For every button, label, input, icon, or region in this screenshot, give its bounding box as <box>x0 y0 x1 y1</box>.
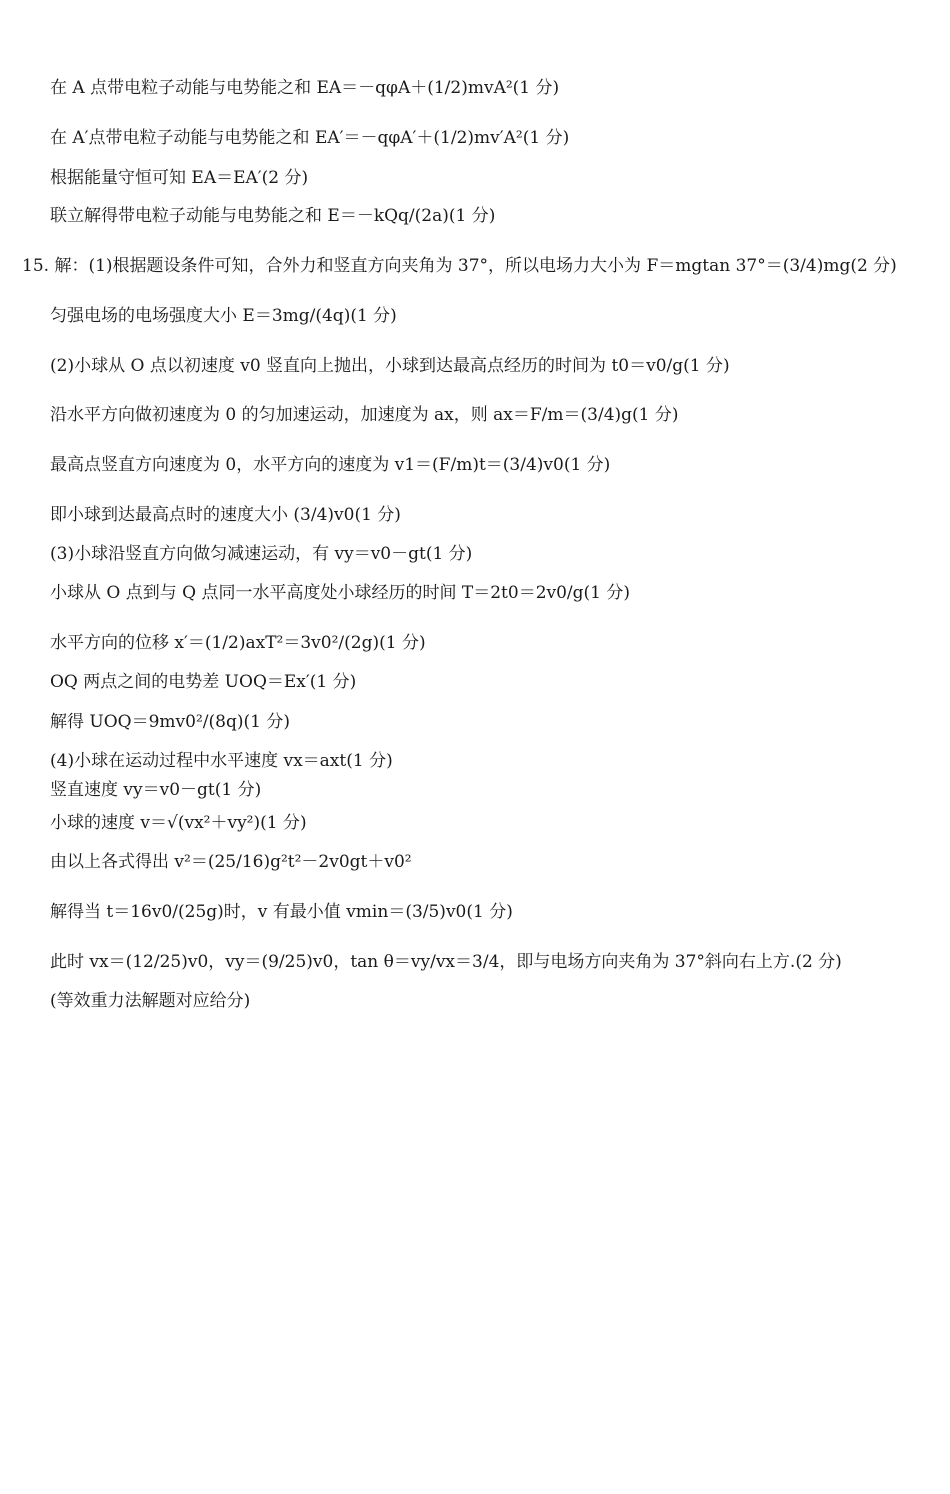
solution-line: 最高点竖直方向速度为 0，水平方向的速度为 v1＝(F/m)t＝(3/4)v0(1 分) <box>50 455 611 475</box>
solution-line: 在 A′点带电粒子动能与电势能之和 EA′＝－qφA′＋(1/2)mv′A²(1 分) <box>50 128 570 148</box>
solution-line: 此时 vx＝(12/25)v0，vy＝(9/25)v0，tan θ＝vy/vx＝3/4，即与电场方向夹角为 37°斜向右上方.(2 分) <box>50 952 842 972</box>
solution-line: 匀强电场的电场强度大小 E＝3mg/(4q)(1 分) <box>50 306 397 326</box>
solution-line: 在 A 点带电粒子动能与电势能之和 EA＝－qφA＋(1/2)mvA²(1 分) <box>50 78 560 98</box>
solution-line: 由以上各式得出 v²＝(25/16)g²t²－2v0gt＋v0² <box>50 852 412 872</box>
solution-line: (4)小球在运动过程中水平速度 vx＝axt(1 分) <box>50 751 393 771</box>
solution-line: 解得当 t＝16v0/(25g)时，v 有最小值 vmin＝(3/5)v0(1 分) <box>50 902 513 922</box>
solution-line: 15. 解：(1)根据题设条件可知，合外力和竖直方向夹角为 37°，所以电场力大小为 F＝mgtan 37°＝(3/4)mg(2 分) <box>22 256 897 276</box>
solution-line: OQ 两点之间的电势差 UOQ＝Ex′(1 分) <box>50 672 357 692</box>
solution-line: 小球的速度 v＝√(vx²＋vy²)(1 分) <box>50 813 307 833</box>
solution-line: 水平方向的位移 x′＝(1/2)axT²＝3v0²/(2g)(1 分) <box>50 633 426 653</box>
solution-line: (2)小球从 O 点以初速度 v0 竖直向上抛出，小球到达最高点经历的时间为 t0＝v0/g(1 分) <box>50 356 730 376</box>
solution-line: 即小球到达最高点时的速度大小 (3/4)v0(1 分) <box>50 505 401 525</box>
solution-line: (3)小球沿竖直方向做匀减速运动，有 vy＝v0－gt(1 分) <box>50 544 473 564</box>
solution-line: 沿水平方向做初速度为 0 的匀加速运动，加速度为 ax，则 ax＝F/m＝(3/4)g(1 分) <box>50 405 679 425</box>
solution-line: 竖直速度 vy＝v0－gt(1 分) <box>50 780 262 800</box>
solution-line: 根据能量守恒可知 EA＝EA′(2 分) <box>50 168 309 188</box>
solution-line: 小球从 O 点到与 Q 点同一水平高度处小球经历的时间 T＝2t0＝2v0/g(1 分) <box>50 583 631 603</box>
solution-line: 解得 UOQ＝9mv0²/(8q)(1 分) <box>50 712 290 732</box>
solution-line: 联立解得带电粒子动能与电势能之和 E＝－kQq/(2a)(1 分) <box>50 206 496 226</box>
solution-line: (等效重力法解题对应给分) <box>50 991 251 1011</box>
